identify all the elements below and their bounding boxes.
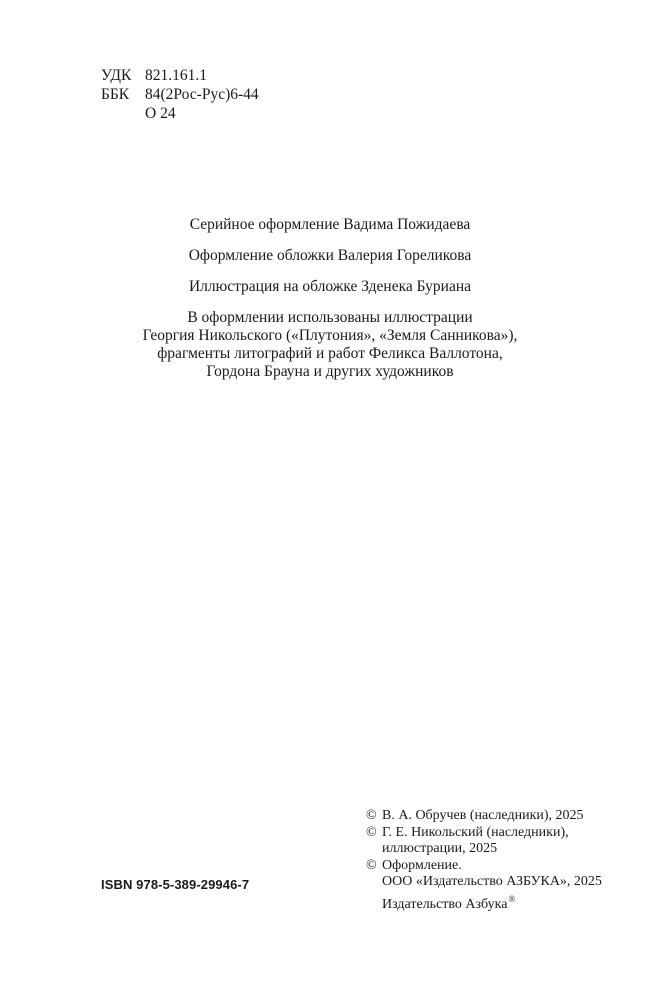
copyright-text: В. А. Обручев (наследники), 2025	[382, 808, 584, 823]
illustrations-credit-line: фрагменты литографий и работ Феликса Валлотона,	[157, 345, 503, 362]
bbk-row	[101, 85, 259, 104]
cover-illustration-credit: Иллюстрация на обложке Зденека Буриана	[188, 278, 472, 295]
publisher-trademark	[366, 891, 602, 914]
copyright-text-continued: ООО «Издательство АЗБУКА», 2025	[382, 874, 602, 890]
copyright-block	[366, 808, 602, 914]
illustrations-credit	[80, 309, 580, 381]
isbn: ISBN 978-5-389-29946-7	[101, 877, 250, 892]
bbk-value: 84(2Рос-Рус)6-44	[145, 86, 259, 103]
cover-design-credit: Оформление обложки Валерия Гореликова	[188, 247, 472, 264]
registered-trademark-icon: ®	[508, 893, 516, 904]
illustrations-credit-line: Георгия Никольского («Плутония», «Земля Санникова»),	[142, 327, 518, 344]
copyright-symbol: ©	[366, 857, 377, 873]
author-mark: О 24	[145, 105, 176, 122]
illustrations-credit-line: Гордона Брауна и других художников	[206, 363, 454, 380]
copyright-text: Оформление.	[382, 857, 462, 873]
udk-label: УДК	[101, 67, 132, 84]
classification-block	[101, 66, 259, 123]
udk-value: 821.161.1	[145, 67, 207, 84]
publisher-mark-text: Издательство Азбука	[382, 896, 508, 912]
copyright-symbol: ©	[366, 808, 377, 823]
copyright-symbol: ©	[366, 824, 377, 840]
copyright-text: Г. Е. Никольский (наследники),	[382, 824, 569, 840]
series-design-credit: Серийное оформление Вадима Пожидаева	[189, 216, 471, 233]
illustrations-credit-line: В оформлении использованы иллюстрации	[187, 309, 473, 326]
copyright-item	[366, 858, 602, 875]
copyright-item	[366, 825, 602, 842]
copyright-item	[366, 808, 602, 825]
author-mark-row	[101, 104, 259, 123]
credits-block	[80, 216, 580, 381]
bbk-label: ББК	[101, 86, 130, 103]
udk-row	[101, 66, 259, 85]
copyright-text-continued: иллюстрации, 2025	[382, 841, 498, 857]
